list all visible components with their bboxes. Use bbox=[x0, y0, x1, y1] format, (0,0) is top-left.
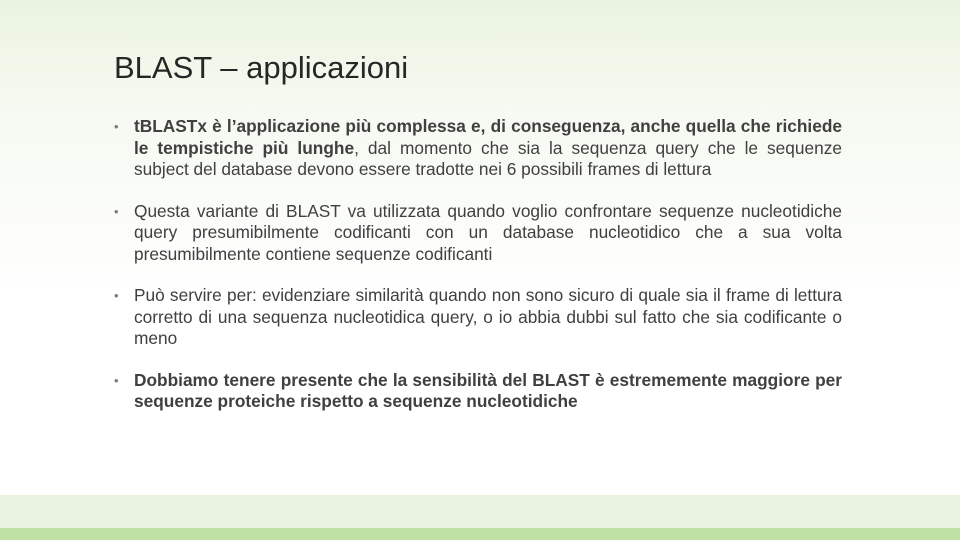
bullet-item-1 bbox=[112, 116, 842, 181]
bullet-item-2 bbox=[112, 201, 842, 266]
bullet-marker: • bbox=[114, 119, 119, 134]
bullet-item-3 bbox=[112, 285, 842, 350]
footer-band-dark bbox=[0, 528, 960, 540]
bullet-list bbox=[112, 116, 842, 433]
slide-title: BLAST – applicazioni bbox=[114, 50, 409, 85]
bullet-2-text: Questa variante di BLAST va utilizzata quando voglio confrontare sequenze nucleotidiche query presumibilmente codificanti con un database nucleotidico che a sua volta presumibilmente contiene sequenze codificanti bbox=[134, 200, 842, 264]
bullet-4-bold-text: Dobbiamo tenere presente che la sensibilità del BLAST è estrememente maggiore per sequenze proteiche rispetto a sequenze nucleotidiche bbox=[134, 369, 842, 411]
bullet-3-text: Può servire per: evidenziare similarità quando non sono sicuro di quale sia il frame di lettura corretto di una sequenza nucleotidica query, o io abbia dubbi sul fatto che sia codificante o meno bbox=[134, 285, 842, 348]
bullet-marker: • bbox=[114, 203, 119, 219]
footer-band-light bbox=[0, 495, 960, 528]
bullet-marker: • bbox=[114, 372, 119, 388]
bullet-item-4 bbox=[112, 370, 842, 413]
bullet-1-text: , dal momento che sia la sequenza query che le sequenze subject del database devono essere tradotte nei 6 possibili frames di lettura bbox=[134, 137, 842, 179]
bullet-1-bold-text: tBLASTx è l’applicazione più complessa e, di conseguenza, anche quella che richiede le tempistiche più lunghe bbox=[134, 116, 842, 158]
bullet-marker: • bbox=[114, 288, 119, 303]
